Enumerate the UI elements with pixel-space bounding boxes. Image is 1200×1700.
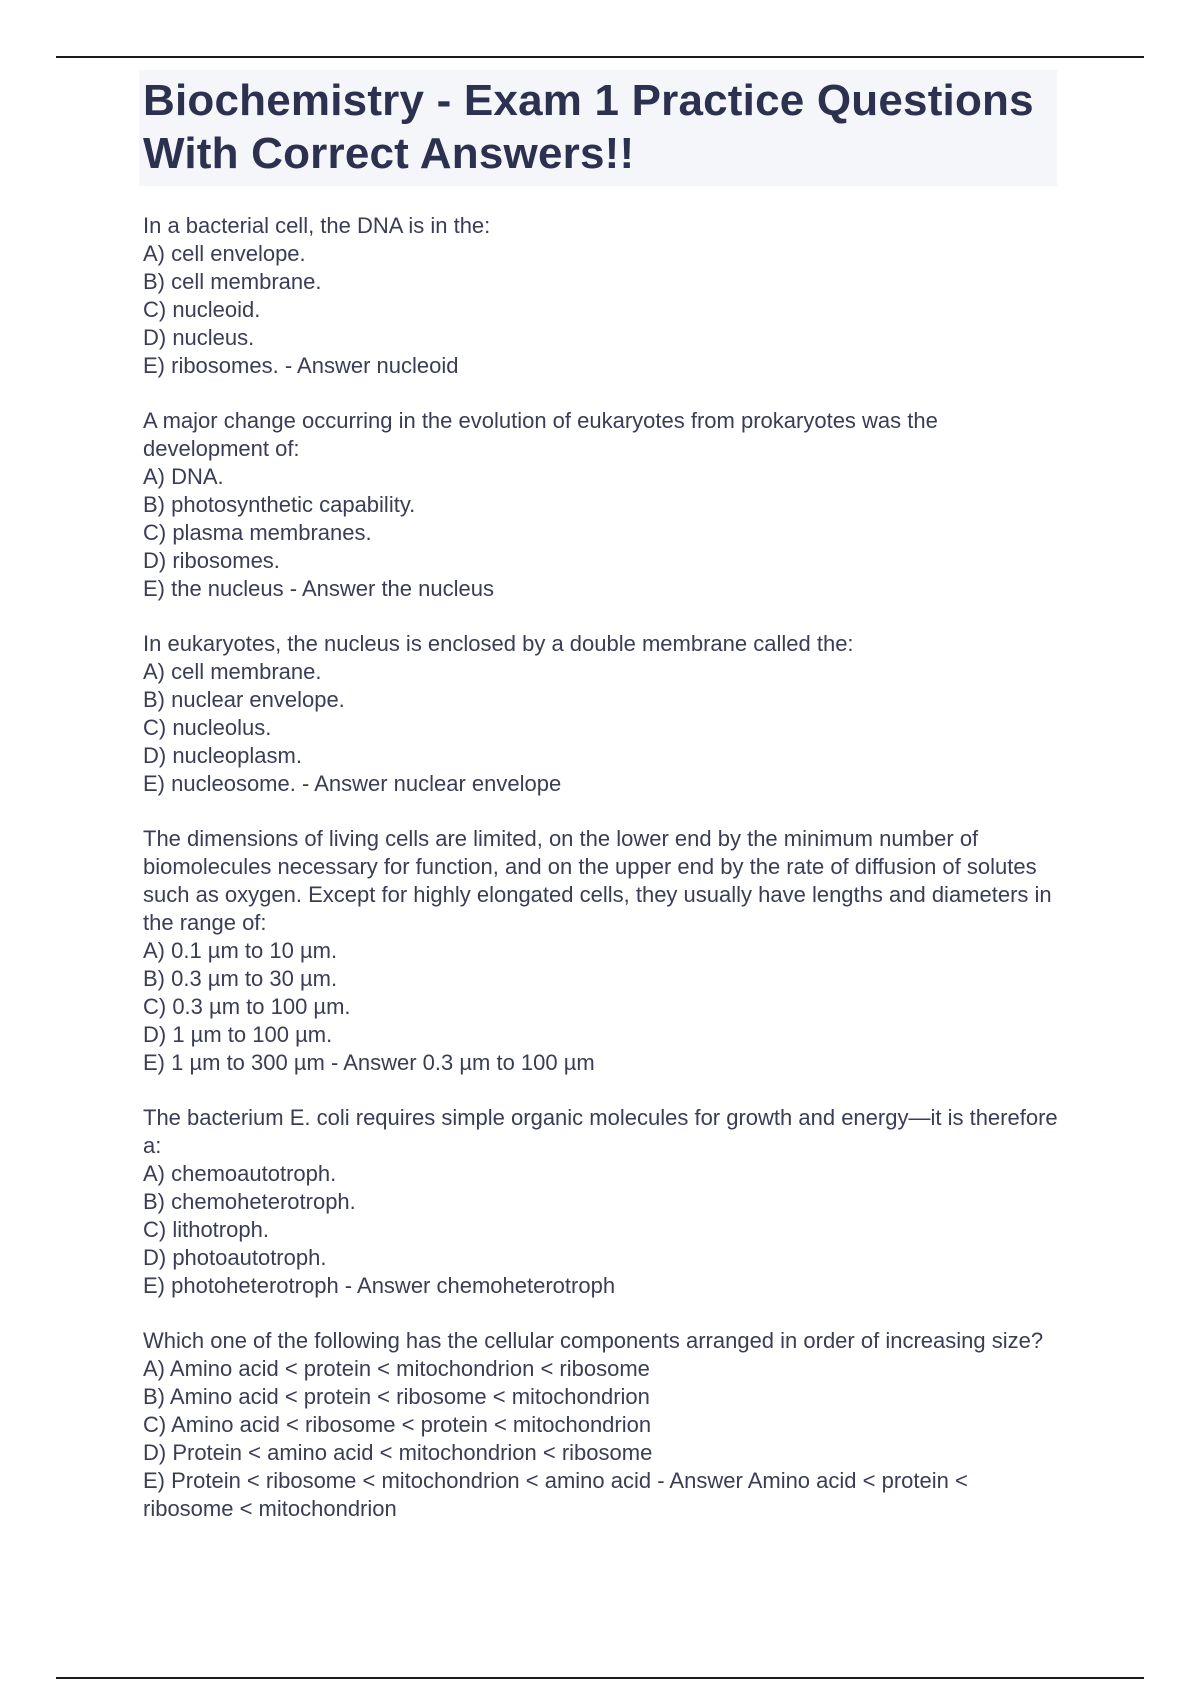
answer-option-with-answer: E) nucleosome. - Answer nuclear envelope xyxy=(143,771,562,796)
answer-option: D) Protein < amino acid < mitochondrion < ribosome xyxy=(143,1440,653,1465)
answer-option: A) Amino acid < protein < mitochondrion < ribosome xyxy=(143,1356,650,1381)
question-stem: The bacterium E. coli requires simple organic molecules for growth and energy—it is therefore a: xyxy=(143,1105,1058,1158)
answer-option: A) cell envelope. xyxy=(143,241,306,266)
question-list xyxy=(143,212,1063,1523)
answer-option: D) 1 µm to 100 µm. xyxy=(143,1022,333,1047)
answer-option-with-answer: E) 1 µm to 300 µm - Answer 0.3 µm to 100 µm xyxy=(143,1050,595,1075)
answer-option: D) nucleoplasm. xyxy=(143,743,302,768)
document-title: Biochemistry - Exam 1 Practice Questions With Correct Answers!! xyxy=(143,76,1034,178)
answer-option: D) nucleus. xyxy=(143,325,255,350)
bottom-rule xyxy=(56,1677,1144,1679)
question-stem: In a bacterial cell, the DNA is in the: xyxy=(143,213,491,238)
answer-option: C) 0.3 µm to 100 µm. xyxy=(143,994,351,1019)
answer-option: A) cell membrane. xyxy=(143,659,322,684)
question-1 xyxy=(143,212,1063,380)
answer-option-with-answer: E) ribosomes. - Answer nucleoid xyxy=(143,353,459,378)
question-stem: In eukaryotes, the nucleus is enclosed by a double membrane called the: xyxy=(143,631,854,656)
answer-option: C) nucleolus. xyxy=(143,715,272,740)
question-4 xyxy=(143,825,1063,1077)
answer-option: B) nuclear envelope. xyxy=(143,687,345,712)
question-2 xyxy=(143,407,1063,603)
answer-option: A) DNA. xyxy=(143,464,224,489)
answer-option: C) plasma membranes. xyxy=(143,520,372,545)
answer-option: A) chemoautotroph. xyxy=(143,1161,337,1186)
title-block xyxy=(139,70,1057,186)
answer-option-with-answer: E) photoheterotroph - Answer chemoheterotroph xyxy=(143,1273,616,1298)
answer-option: B) photosynthetic capability. xyxy=(143,492,416,517)
question-stem: Which one of the following has the cellular components arranged in order of increasing size? xyxy=(143,1328,1044,1353)
answer-option: B) Amino acid < protein < ribosome < mitochondrion xyxy=(143,1384,650,1409)
answer-option: C) nucleoid. xyxy=(143,297,261,322)
question-stem: The dimensions of living cells are limited, on the lower end by the minimum number of biomolecules necessary for function, and on the upper end by the rate of diffusion of solutes such as oxygen. Except for highly elongated cells, they usually have lengths and diameters in the range of: xyxy=(143,826,1052,935)
answer-option-with-answer: E) Protein < ribosome < mitochondrion < amino acid - Answer Amino acid < protein < ribosome < mitochondrion xyxy=(143,1468,968,1521)
answer-option: A) 0.1 µm to 10 µm. xyxy=(143,938,338,963)
answer-option: B) cell membrane. xyxy=(143,269,322,294)
answer-option: C) lithotroph. xyxy=(143,1217,269,1242)
answer-option: D) ribosomes. xyxy=(143,548,280,573)
answer-option: C) Amino acid < ribosome < protein < mitochondrion xyxy=(143,1412,652,1437)
top-rule xyxy=(56,56,1144,58)
question-stem: A major change occurring in the evolution of eukaryotes from prokaryotes was the development of: xyxy=(143,408,938,461)
document-page xyxy=(143,70,1063,1550)
answer-option: D) photoautotroph. xyxy=(143,1245,327,1270)
question-6 xyxy=(143,1327,1063,1523)
question-3 xyxy=(143,630,1063,798)
question-5 xyxy=(143,1104,1063,1300)
answer-option: B) 0.3 µm to 30 µm. xyxy=(143,966,338,991)
answer-option-with-answer: E) the nucleus - Answer the nucleus xyxy=(143,576,494,601)
answer-option: B) chemoheterotroph. xyxy=(143,1189,356,1214)
